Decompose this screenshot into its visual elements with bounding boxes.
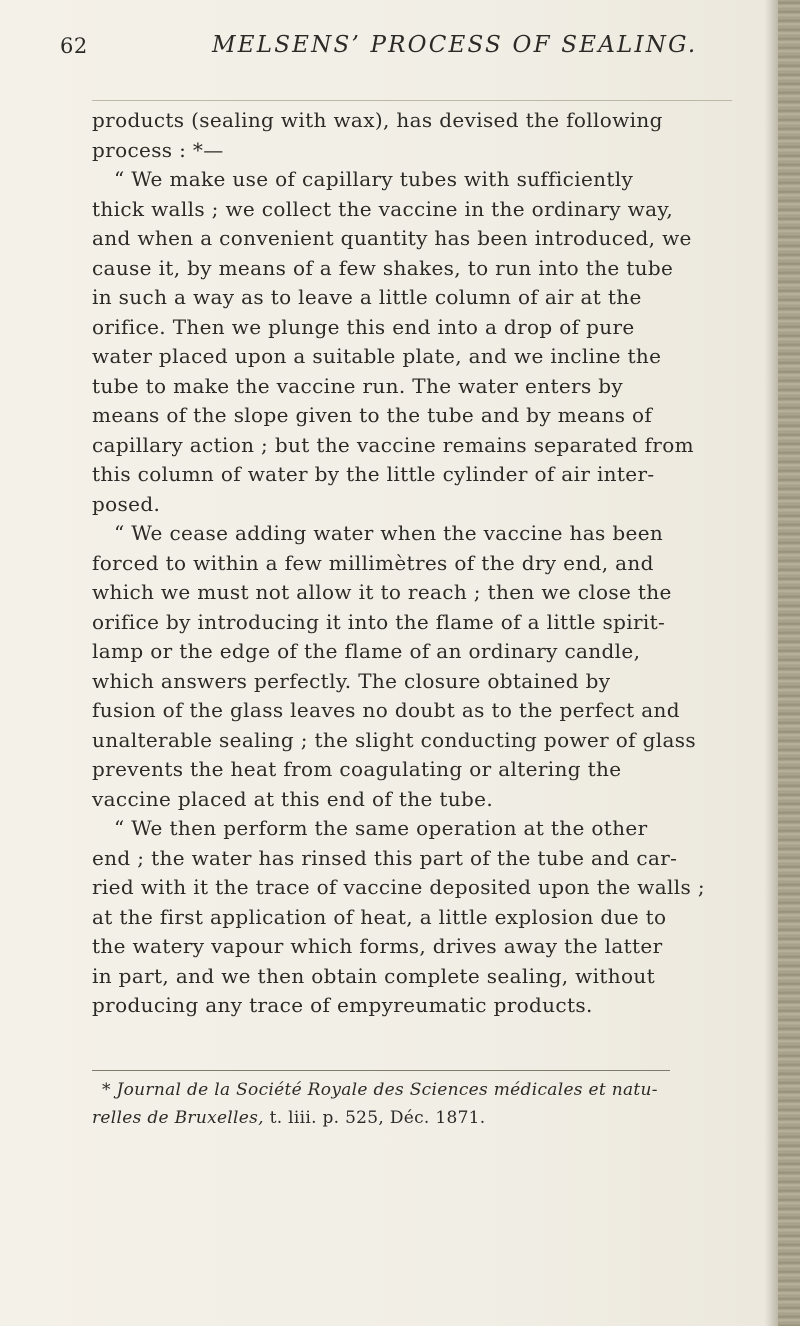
footnote-line-2 [92,1104,742,1132]
body-text [92,106,737,1021]
text-line: prevents the heat from coagulating or altering the [92,757,622,781]
text-line: unalterable sealing ; the slight conducting power of glass [92,727,696,752]
page-header [60,26,740,66]
footnote-source: Journal de la Société Royale des Sciences médicales et natu- [116,1080,658,1100]
text-line: cause it, by means of a few shakes, to run into the tube [92,255,674,280]
text-line: orifice by introducing it into the flame of a little spirit- [92,609,666,634]
text-line: which answers perfectly. The closure obtained by [92,668,611,693]
text-line: vaccine placed at this end of the tube. [92,786,494,811]
text-line: thick walls ; we collect the vaccine in the ordinary way, [92,196,674,221]
footnote-source-cont: relles de Bruxelles, [92,1108,264,1128]
page-binding-edge [778,0,800,1326]
page-number: 62 [60,34,88,58]
footnote-line-1 [92,1076,742,1104]
text-line: tube to make the vaccine run. The water enters by [92,373,624,398]
text-line: forced to within a few millimètres of the dry end, and [92,550,654,575]
binding-shadow [764,0,778,1326]
footnote [92,1076,742,1132]
text-line: capillary action ; but the vaccine remains separated from [92,432,694,457]
text-line: lamp or the edge of the flame of an ordinary candle, [92,639,641,663]
text-line: end ; the water has rinsed this part of the tube and car- [92,845,678,870]
text-line: which we must not allow it to reach ; then we close the [92,580,672,604]
running-head: MELSENS’ PROCESS OF SEALING. [212,32,698,58]
text-line: ried with it the trace of vaccine deposited upon the walls ; [92,875,705,899]
text-line: water placed upon a suitable plate, and we incline the [92,344,662,368]
text-line: at the first application of heat, a little explosion due to [92,904,667,929]
text-line: the watery vapour which forms, drives away the latter [92,934,663,958]
text-line: producing any trace of empyreumatic products. [92,993,593,1017]
footnote-marker: * [102,1080,117,1100]
text-line: and when a convenient quantity has been introduced, we [92,226,692,250]
text-line: “ We then perform the same operation at the other [114,816,648,840]
text-line: this column of water by the little cylinder of air inter- [92,462,655,486]
text-line: products (sealing with wax), has devised the following [92,108,663,132]
text-line: in part, and we then obtain complete sealing, without [92,963,656,988]
footnote-rule [92,1070,670,1071]
text-line: process : *— [92,137,224,162]
text-line: orifice. Then we plunge this end into a drop of pure [92,314,635,339]
text-line: posed. [92,491,161,516]
text-line: “ We make use of capillary tubes with sufficiently [114,167,634,191]
text-line: in such a way as to leave a little column of air at the [92,285,642,309]
header-rule [92,100,732,101]
text-line: “ We cease adding water when the vaccine has been [114,521,664,545]
text-line: means of the slope given to the tube and by means of [92,403,653,427]
footnote-citation: t. liii. p. 525, Déc. 1871. [263,1108,486,1128]
text-line: fusion of the glass leaves no doubt as to the perfect and [92,698,680,722]
